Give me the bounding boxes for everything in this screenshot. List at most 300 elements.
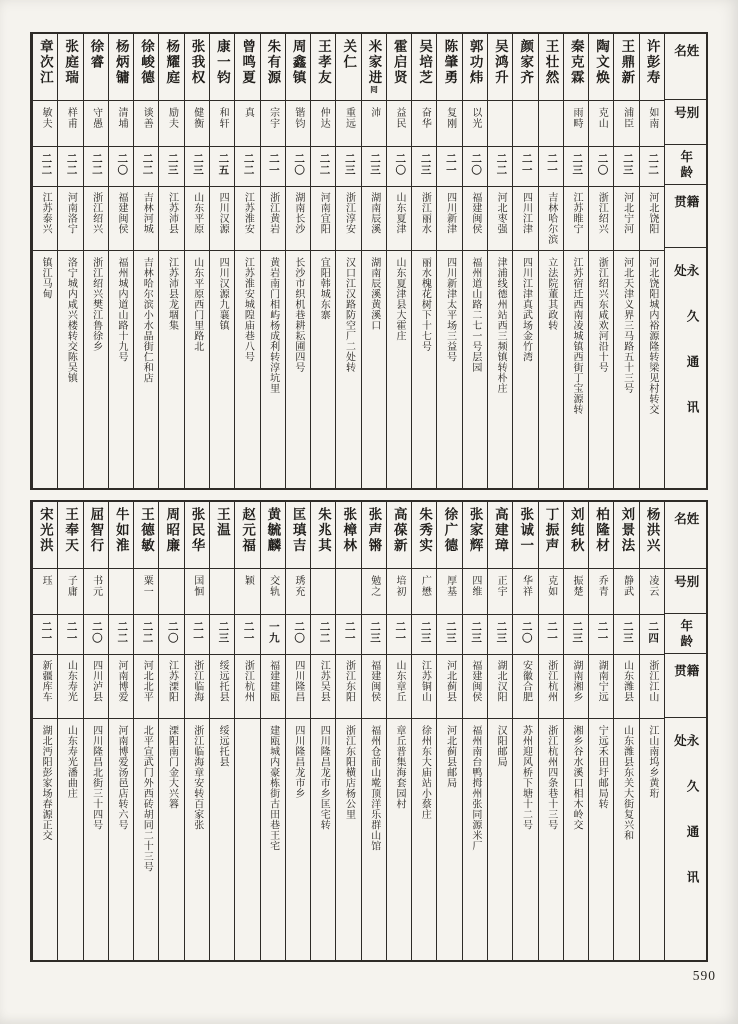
origin-cell-text: 浙江绍兴 bbox=[90, 192, 102, 234]
age-cell-text: 二〇 bbox=[90, 621, 102, 644]
name-cell bbox=[58, 34, 82, 100]
address-cell bbox=[311, 718, 335, 960]
address-cell bbox=[564, 250, 588, 488]
address-cell-text: 浙江东阳横店杨公里 bbox=[343, 725, 355, 820]
address-cell-text: 四川隆昌龙市乡 bbox=[292, 725, 304, 799]
alias-cell-text: 励夫 bbox=[166, 107, 178, 129]
alias-cell bbox=[261, 568, 285, 614]
person-column bbox=[538, 34, 563, 488]
origin-cell bbox=[84, 654, 108, 718]
origin-cell-text: 安徽合肥 bbox=[520, 660, 532, 702]
address-cell bbox=[159, 718, 183, 960]
alias-cell bbox=[185, 568, 209, 614]
person-column bbox=[436, 34, 461, 488]
address-cell-text: 建瓯城内豪栋街古田巷王宅 bbox=[267, 725, 279, 851]
header-name bbox=[665, 502, 706, 568]
name-cell-text: 张家辉 bbox=[467, 507, 483, 554]
name-cell bbox=[488, 502, 512, 568]
name-cell bbox=[589, 502, 613, 568]
origin-cell bbox=[185, 654, 209, 718]
alias-cell bbox=[564, 100, 588, 146]
origin-cell bbox=[437, 654, 461, 718]
alias-cell-text: 以光 bbox=[469, 107, 481, 129]
age-cell bbox=[84, 146, 108, 186]
name-cell bbox=[336, 34, 360, 100]
address-cell-text: 洛宁城内咸兴楼转交陈吴镇 bbox=[65, 257, 77, 383]
alias-cell bbox=[235, 100, 259, 146]
name-cell-text: 宋光洪 bbox=[37, 507, 53, 554]
origin-cell-text: 江苏睢宁 bbox=[571, 192, 583, 234]
name-cell-text: 郭功炜 bbox=[467, 39, 483, 86]
origin-cell-text: 吉林哈尔滨 bbox=[545, 192, 557, 245]
address-cell-text: 江苏淮安城隍庙巷八号 bbox=[242, 257, 254, 362]
age-cell-text: 二三 bbox=[470, 621, 482, 644]
alias-cell bbox=[159, 568, 183, 614]
address-cell-text: 山东平原西门里路北 bbox=[191, 257, 203, 352]
alias-cell-text: 书元 bbox=[90, 575, 102, 597]
age-cell-text: 二一 bbox=[242, 621, 254, 644]
alias-cell bbox=[362, 100, 386, 146]
alias-cell-text: 雨畤 bbox=[571, 107, 583, 129]
name-cell-text: 王奉天 bbox=[63, 507, 79, 554]
person-column bbox=[57, 502, 82, 960]
header-age bbox=[665, 613, 706, 653]
name-cell bbox=[185, 34, 209, 100]
name-cell bbox=[463, 502, 487, 568]
name-cell bbox=[185, 502, 209, 568]
age-cell bbox=[134, 614, 158, 654]
address-cell bbox=[463, 250, 487, 488]
alias-cell-text: 如南 bbox=[646, 107, 658, 129]
address-cell bbox=[640, 718, 664, 960]
name-cell-text: 曾鸣夏 bbox=[240, 39, 256, 86]
origin-cell bbox=[488, 654, 512, 718]
origin-cell bbox=[134, 654, 158, 718]
origin-cell bbox=[210, 654, 234, 718]
age-cell bbox=[614, 614, 638, 654]
name-cell-text: 吴鸿升 bbox=[492, 39, 508, 86]
person-column bbox=[285, 502, 310, 960]
name-cell bbox=[437, 34, 461, 100]
name-cell-text: 颜家齐 bbox=[518, 39, 534, 86]
age-cell-text: 二一 bbox=[192, 621, 204, 644]
age-cell bbox=[286, 146, 310, 186]
name-cell bbox=[539, 502, 563, 568]
origin-cell bbox=[311, 654, 335, 718]
name-cell-text: 许彭寿 bbox=[644, 39, 660, 86]
name-cell-text: 张声锵 bbox=[366, 507, 382, 554]
origin-cell-text: 四川泸县 bbox=[90, 660, 102, 702]
name-cell bbox=[614, 34, 638, 100]
name-cell bbox=[362, 502, 386, 568]
age-cell bbox=[185, 614, 209, 654]
origin-cell bbox=[513, 654, 537, 718]
address-cell-text: 江苏宿迁西南凌城镇西街丁宝源转 bbox=[571, 257, 583, 415]
name-cell bbox=[640, 34, 664, 100]
name-cell bbox=[109, 34, 133, 100]
alias-cell bbox=[185, 100, 209, 146]
name-cell bbox=[159, 34, 183, 100]
address-cell-text: 福州道山路二七一号层园 bbox=[469, 257, 481, 373]
header-column bbox=[664, 34, 706, 488]
alias-cell bbox=[437, 568, 461, 614]
age-cell-text: 一九 bbox=[267, 621, 279, 644]
alias-cell-text: 敏夫 bbox=[40, 107, 52, 129]
person-column bbox=[639, 502, 664, 960]
name-cell-text: 朱秀实 bbox=[417, 507, 433, 554]
origin-cell-text: 山东寿光 bbox=[65, 660, 77, 702]
age-cell bbox=[84, 614, 108, 654]
alias-cell bbox=[311, 568, 335, 614]
alias-cell-text: 粟一 bbox=[141, 575, 153, 597]
person-column bbox=[184, 34, 209, 488]
name-cell-text: 屈智行 bbox=[88, 507, 104, 554]
alias-cell bbox=[286, 100, 310, 146]
origin-cell bbox=[261, 654, 285, 718]
address-cell bbox=[261, 718, 285, 960]
name-cell bbox=[614, 502, 638, 568]
name-cell bbox=[311, 502, 335, 568]
age-cell bbox=[513, 146, 537, 186]
age-cell bbox=[463, 614, 487, 654]
alias-cell bbox=[614, 568, 638, 614]
person-column bbox=[462, 502, 487, 960]
alias-cell bbox=[58, 100, 82, 146]
person-column bbox=[613, 502, 638, 960]
origin-cell bbox=[134, 186, 158, 250]
address-cell bbox=[210, 250, 234, 488]
age-cell bbox=[614, 146, 638, 186]
address-cell-text: 四川隆昌龙市乡匡宅转 bbox=[318, 725, 330, 830]
person-column bbox=[613, 34, 638, 488]
address-cell bbox=[134, 718, 158, 960]
name-cell bbox=[235, 502, 259, 568]
address-cell bbox=[109, 718, 133, 960]
alias-cell bbox=[286, 568, 310, 614]
age-cell-text: 二〇 bbox=[166, 621, 178, 644]
age-cell-text: 二二 bbox=[318, 153, 330, 176]
name-cell-text: 张庭瑞 bbox=[63, 39, 79, 86]
person-column bbox=[133, 34, 158, 488]
age-cell-text: 二三 bbox=[192, 153, 204, 176]
alias-cell bbox=[589, 100, 613, 146]
origin-cell-text: 河南博爱 bbox=[115, 660, 127, 702]
person-column bbox=[209, 502, 234, 960]
name-cell bbox=[134, 34, 158, 100]
age-cell bbox=[387, 614, 411, 654]
age-cell-text: 二一 bbox=[267, 153, 279, 176]
person-column bbox=[32, 502, 57, 960]
name-cell-text: 匡瑱吉 bbox=[290, 507, 306, 554]
person-column bbox=[83, 34, 108, 488]
age-cell-text: 二一 bbox=[545, 621, 557, 644]
address-cell bbox=[362, 718, 386, 960]
alias-cell-text: 培初 bbox=[394, 575, 406, 597]
age-cell bbox=[159, 146, 183, 186]
alias-cell bbox=[109, 568, 133, 614]
person-column bbox=[310, 34, 335, 488]
age-cell-text: 二三 bbox=[621, 153, 633, 176]
age-cell bbox=[488, 146, 512, 186]
alias-cell bbox=[539, 568, 563, 614]
name-cell-text: 张樟林 bbox=[341, 507, 357, 554]
address-cell-text: 浙江临海章安转百家张 bbox=[191, 725, 203, 830]
age-cell bbox=[33, 146, 57, 186]
name-cell-text: 杨耀庭 bbox=[164, 39, 180, 86]
person-column bbox=[386, 34, 411, 488]
age-cell bbox=[488, 614, 512, 654]
origin-cell bbox=[185, 186, 209, 250]
origin-cell-text: 浙江东阳 bbox=[343, 660, 355, 702]
alias-cell bbox=[336, 100, 360, 146]
name-cell-text: 王孝友 bbox=[315, 39, 331, 86]
name-cell bbox=[84, 502, 108, 568]
address-cell bbox=[84, 718, 108, 960]
name-cell bbox=[513, 34, 537, 100]
alias-cell bbox=[589, 568, 613, 614]
age-cell bbox=[134, 146, 158, 186]
person-column bbox=[487, 34, 512, 488]
name-cell-text: 张民华 bbox=[189, 507, 205, 554]
name-cell bbox=[362, 34, 386, 100]
alias-cell bbox=[134, 100, 158, 146]
origin-cell-text: 江苏吴县 bbox=[318, 660, 330, 702]
address-cell-text: 江苏沛县龙堌集 bbox=[166, 257, 178, 331]
age-cell bbox=[109, 146, 133, 186]
age-cell bbox=[58, 614, 82, 654]
age-cell-text: 二三 bbox=[217, 621, 229, 644]
address-cell-text: 四川隆昌北街三十四号 bbox=[90, 725, 102, 830]
address-cell-text: 北平宣武门外西砖胡同二十三号 bbox=[141, 725, 153, 872]
address-cell bbox=[564, 718, 588, 960]
address-cell bbox=[286, 718, 310, 960]
origin-cell-text: 河南宜阳 bbox=[318, 192, 330, 234]
address-cell bbox=[387, 250, 411, 488]
origin-cell bbox=[210, 186, 234, 250]
name-cell-text: 高建璋 bbox=[492, 507, 508, 554]
alias-cell bbox=[235, 568, 259, 614]
origin-cell bbox=[84, 186, 108, 250]
origin-cell-text: 福建闽侯 bbox=[469, 660, 481, 702]
name-cell-text: 柏隆材 bbox=[594, 507, 610, 554]
alias-cell bbox=[412, 568, 436, 614]
origin-cell-text: 山东章丘 bbox=[394, 660, 406, 702]
address-cell-text: 浙江绍兴东咸欢河沿十号 bbox=[596, 257, 608, 373]
alias-cell bbox=[488, 100, 512, 146]
origin-cell bbox=[58, 186, 82, 250]
alias-cell-text: 珏 bbox=[40, 575, 52, 586]
origin-cell bbox=[109, 654, 133, 718]
origin-cell bbox=[261, 186, 285, 250]
age-cell bbox=[109, 614, 133, 654]
name-cell bbox=[640, 502, 664, 568]
address-cell bbox=[235, 718, 259, 960]
name-cell bbox=[286, 502, 310, 568]
origin-cell bbox=[311, 186, 335, 250]
origin-cell bbox=[387, 654, 411, 718]
origin-cell-text: 四川江津 bbox=[520, 192, 532, 234]
address-cell bbox=[488, 718, 512, 960]
age-cell-text: 二三 bbox=[343, 153, 355, 176]
alias-cell bbox=[311, 100, 335, 146]
header-origin bbox=[665, 653, 706, 717]
name-cell bbox=[539, 34, 563, 100]
age-cell bbox=[261, 146, 285, 186]
origin-cell bbox=[640, 186, 664, 250]
alias-cell bbox=[261, 100, 285, 146]
address-cell-text: 四川江津真武场金竹湾 bbox=[520, 257, 532, 362]
alias-cell-text: 勉之 bbox=[368, 575, 380, 597]
header-alias bbox=[665, 568, 706, 614]
age-cell-text: 二一 bbox=[545, 153, 557, 176]
name-cell bbox=[261, 34, 285, 100]
age-cell-text: 二二 bbox=[90, 153, 102, 176]
name-cell bbox=[210, 34, 234, 100]
name-cell-text: 王壮然 bbox=[543, 39, 559, 86]
alias-cell-text: 交轨 bbox=[267, 575, 279, 597]
age-cell bbox=[640, 614, 664, 654]
age-cell bbox=[286, 614, 310, 654]
age-cell-text: 二三 bbox=[166, 153, 178, 176]
origin-cell-text: 浙江绍兴 bbox=[596, 192, 608, 234]
alias-cell-text: 样甫 bbox=[65, 107, 77, 129]
directory-table-upper bbox=[30, 32, 708, 490]
origin-cell-text: 河北蓟县 bbox=[444, 660, 456, 702]
name-cell-text: 霍启贤 bbox=[391, 39, 407, 86]
person-column bbox=[639, 34, 664, 488]
address-cell-text: 河北蓟县邮局 bbox=[444, 725, 456, 788]
origin-cell-text: 浙江临海 bbox=[191, 660, 203, 702]
address-cell-text: 福州仓前山墘顶洋乐群山馆 bbox=[368, 725, 380, 851]
age-cell-text: 二四 bbox=[647, 621, 659, 644]
alias-cell-text: 振楚 bbox=[571, 575, 583, 597]
address-cell-text: 湖南辰溪黄溪口 bbox=[368, 257, 380, 331]
address-cell bbox=[488, 250, 512, 488]
person-column bbox=[335, 34, 360, 488]
person-column bbox=[108, 502, 133, 960]
alias-cell-text: 健衡 bbox=[191, 107, 203, 129]
age-cell bbox=[539, 614, 563, 654]
person-column bbox=[411, 34, 436, 488]
age-cell bbox=[159, 614, 183, 654]
age-cell bbox=[589, 146, 613, 186]
age-cell bbox=[564, 146, 588, 186]
origin-cell bbox=[362, 186, 386, 250]
header-name-text: 姓名 bbox=[672, 512, 699, 541]
age-cell bbox=[185, 146, 209, 186]
address-cell-text: 汉口江汉路防空厂二处转 bbox=[343, 257, 355, 373]
origin-cell-text: 江苏淮安 bbox=[242, 192, 254, 234]
name-cell-text: 张我权 bbox=[189, 39, 205, 86]
origin-cell bbox=[539, 654, 563, 718]
address-cell bbox=[614, 250, 638, 488]
alias-cell bbox=[387, 100, 411, 146]
alias-cell bbox=[84, 568, 108, 614]
address-cell-text: 立法院董其政转 bbox=[545, 257, 557, 331]
alias-cell-text: 益民 bbox=[394, 107, 406, 129]
origin-cell bbox=[463, 186, 487, 250]
origin-cell-text: 四川隆昌 bbox=[292, 660, 304, 702]
age-cell-text: 二三 bbox=[419, 621, 431, 644]
age-cell-text: 二三 bbox=[571, 621, 583, 644]
address-cell bbox=[185, 250, 209, 488]
address-cell-text: 江山南坞乡黄珩 bbox=[646, 725, 658, 799]
address-cell bbox=[640, 250, 664, 488]
origin-cell-text: 湖南湘乡 bbox=[571, 660, 583, 702]
alias-cell-text: 广懋 bbox=[419, 575, 431, 597]
origin-cell-text: 湖南辰溪 bbox=[368, 192, 380, 234]
name-cell-text: 刘景法 bbox=[619, 507, 635, 554]
alias-cell bbox=[513, 100, 537, 146]
person-column bbox=[386, 502, 411, 960]
alias-cell-text: 仲达 bbox=[318, 107, 330, 129]
person-column bbox=[184, 502, 209, 960]
name-cell-text: 杨炳镛 bbox=[113, 39, 129, 86]
origin-cell-text: 四川新津 bbox=[444, 192, 456, 234]
origin-cell-text: 福建闽侯 bbox=[469, 192, 481, 234]
age-cell bbox=[362, 614, 386, 654]
age-cell-text: 二〇 bbox=[470, 153, 482, 176]
address-cell-text: 绥远托县 bbox=[217, 725, 229, 767]
age-cell-text: 二二 bbox=[65, 153, 77, 176]
age-cell-text: 二二 bbox=[318, 621, 330, 644]
header-origin bbox=[665, 184, 706, 247]
address-cell-text: 河南博爱汤邑店转六号 bbox=[115, 725, 127, 830]
name-cell bbox=[564, 502, 588, 568]
person-column bbox=[310, 502, 335, 960]
origin-cell bbox=[614, 654, 638, 718]
address-cell bbox=[614, 718, 638, 960]
origin-cell-text: 河北枣强 bbox=[495, 192, 507, 234]
header-name bbox=[665, 34, 706, 99]
address-cell bbox=[362, 250, 386, 488]
address-cell-text: 宁远禾田圩邮局转 bbox=[596, 725, 608, 809]
origin-cell-text: 河北宁河 bbox=[621, 192, 633, 234]
name-cell-text: 刘纯秋 bbox=[568, 507, 584, 554]
age-cell-text: 二三 bbox=[621, 621, 633, 644]
age-cell-text: 二二 bbox=[141, 153, 153, 176]
alias-cell bbox=[513, 568, 537, 614]
alias-cell bbox=[463, 568, 487, 614]
name-cell bbox=[33, 502, 57, 568]
age-cell bbox=[336, 146, 360, 186]
age-cell bbox=[640, 146, 664, 186]
age-cell-text: 二〇 bbox=[293, 621, 305, 644]
age-cell-text: 二三 bbox=[419, 153, 431, 176]
origin-cell bbox=[58, 654, 82, 718]
header-age-text: 年龄 bbox=[678, 619, 693, 651]
origin-cell bbox=[564, 654, 588, 718]
alias-cell bbox=[463, 100, 487, 146]
origin-cell-text: 江苏铜山 bbox=[419, 660, 431, 702]
address-cell bbox=[235, 250, 259, 488]
origin-cell bbox=[463, 654, 487, 718]
age-cell-text: 二一 bbox=[394, 621, 406, 644]
alias-cell bbox=[84, 100, 108, 146]
name-cell-text: 王德敏 bbox=[138, 507, 154, 554]
origin-cell bbox=[640, 654, 664, 718]
header-alias-text: 别号 bbox=[672, 574, 699, 595]
origin-cell bbox=[412, 654, 436, 718]
address-cell bbox=[58, 718, 82, 960]
origin-cell-text: 山东夏津 bbox=[394, 192, 406, 234]
alias-cell-text: 清埔 bbox=[115, 107, 127, 129]
address-cell-text: 浙江杭州四条巷十三号 bbox=[545, 725, 557, 830]
address-cell-text: 丽水槐花树下十七号 bbox=[419, 257, 431, 352]
origin-cell-text: 浙江江山 bbox=[646, 660, 658, 702]
origin-cell bbox=[159, 654, 183, 718]
alias-cell bbox=[336, 568, 360, 614]
